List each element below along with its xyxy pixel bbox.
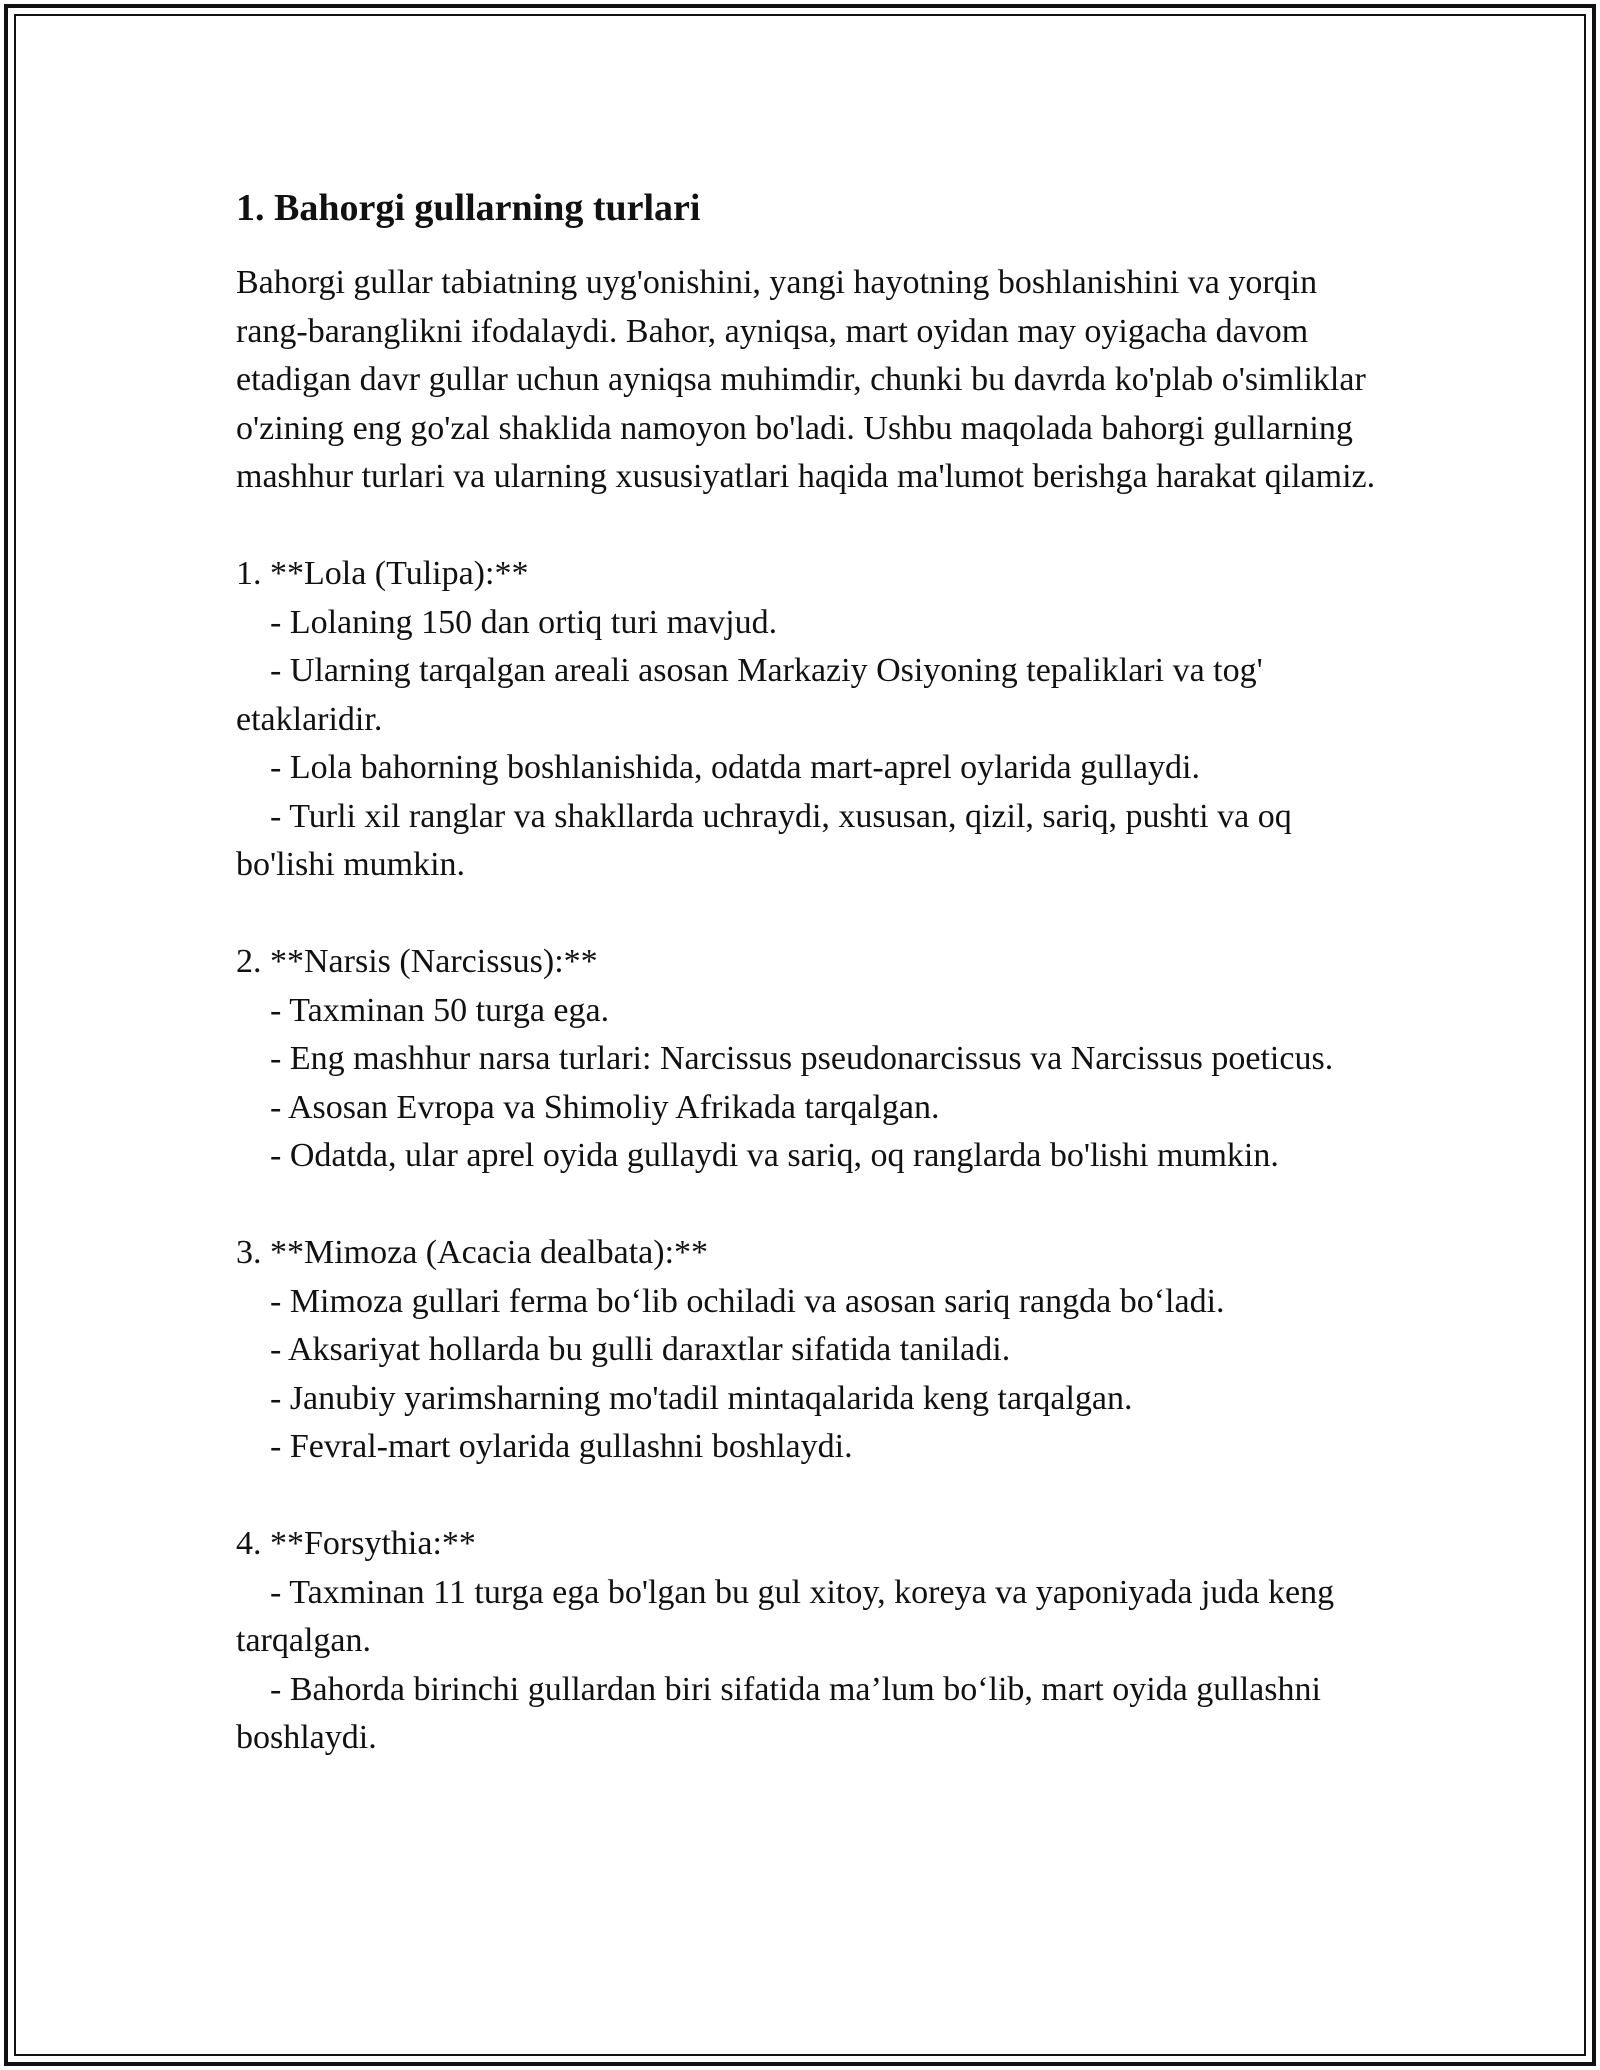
list-item: - Lola bahorning boshlanishida, odatda mart-aprel oylarida gullaydi. — [236, 749, 1201, 786]
section-title: 1. **Lola (Tulipa):** — [236, 555, 529, 592]
list-item: - Taxminan 50 turga ega. — [236, 991, 610, 1029]
section-title: 2. **Narsis (Narcissus):** — [236, 943, 598, 980]
section-lola — [236, 550, 1376, 890]
section-narsis — [236, 938, 1376, 1181]
section-heading: 1. Bahorgi gullarning turlari — [236, 187, 701, 229]
list-item: - Asosan Evropa va Shimoliy Afrikada tarqalgan. — [236, 1088, 940, 1126]
document-body — [236, 185, 1376, 1763]
list-item: - Eng mashhur narsa turlari: Narcissus pseudonarcissus va Narcissus poeticus. — [236, 1040, 1334, 1077]
list-item: - Taxminan 11 turga ega bo'lgan bu gul xitoy, koreya va yaponiyada juda keng tarqalgan. — [236, 1573, 1343, 1659]
list-item: - Ularning tarqalgan areali asosan Markaziy Osiyoning tepaliklari va tog' etaklaridir. — [236, 652, 1272, 738]
list-item: - Turli xil ranglar va shakllarda uchraydi, xususan, qizil, sariq, pushti va oq bo'lishi mumkin. — [236, 797, 1301, 883]
list-item: - Fevral-mart oylarida gullashni boshlaydi. — [236, 1428, 853, 1465]
list-item: - Odatda, ular aprel oyida gullaydi va sariq, oq ranglarda bo'lishi mumkin. — [236, 1137, 1279, 1174]
intro-paragraph: Bahorgi gullar tabiatning uyg'onishini, yangi hayotning boshlanishini va yorqin rang-baranglikni ifodalaydi. Bahor, ayniqsa, mart oyidan may oyigacha davom etadigan davr gullar uchun ayniqsa muhimdir, chunki bu davrda ko'plab o'simliklar o'zining eng go'zal shaklida namoyon bo'ladi. Ushbu maqolada bahorgi gullarning mashhur turlari va ularning xususiyatlari haqida ma'lumot berishga harakat qilamiz. — [236, 264, 1376, 495]
list-item: - Lolaning 150 dan ortiq turi mavjud. — [236, 603, 778, 641]
section-title: 3. **Mimoza (Acacia dealbata):** — [236, 1234, 709, 1271]
section-mimoza — [236, 1229, 1376, 1472]
section-forsythia — [236, 1520, 1376, 1763]
list-item: - Bahorda birinchi gullardan biri sifatida ma’lum bo‘lib, mart oyida gullashni boshlaydi. — [236, 1670, 1330, 1756]
list-item: - Aksariyat hollarda bu gulli daraxtlar sifatida taniladi. — [236, 1331, 1011, 1368]
list-item: - Mimoza gullari ferma bo‘lib ochiladi va asosan sariq rangda bo‘ladi. — [236, 1282, 1225, 1320]
list-item: - Janubiy yarimsharning mo'tadil mintaqalarida keng tarqalgan. — [236, 1379, 1133, 1417]
section-title: 4. **Forsythia:** — [236, 1525, 476, 1562]
